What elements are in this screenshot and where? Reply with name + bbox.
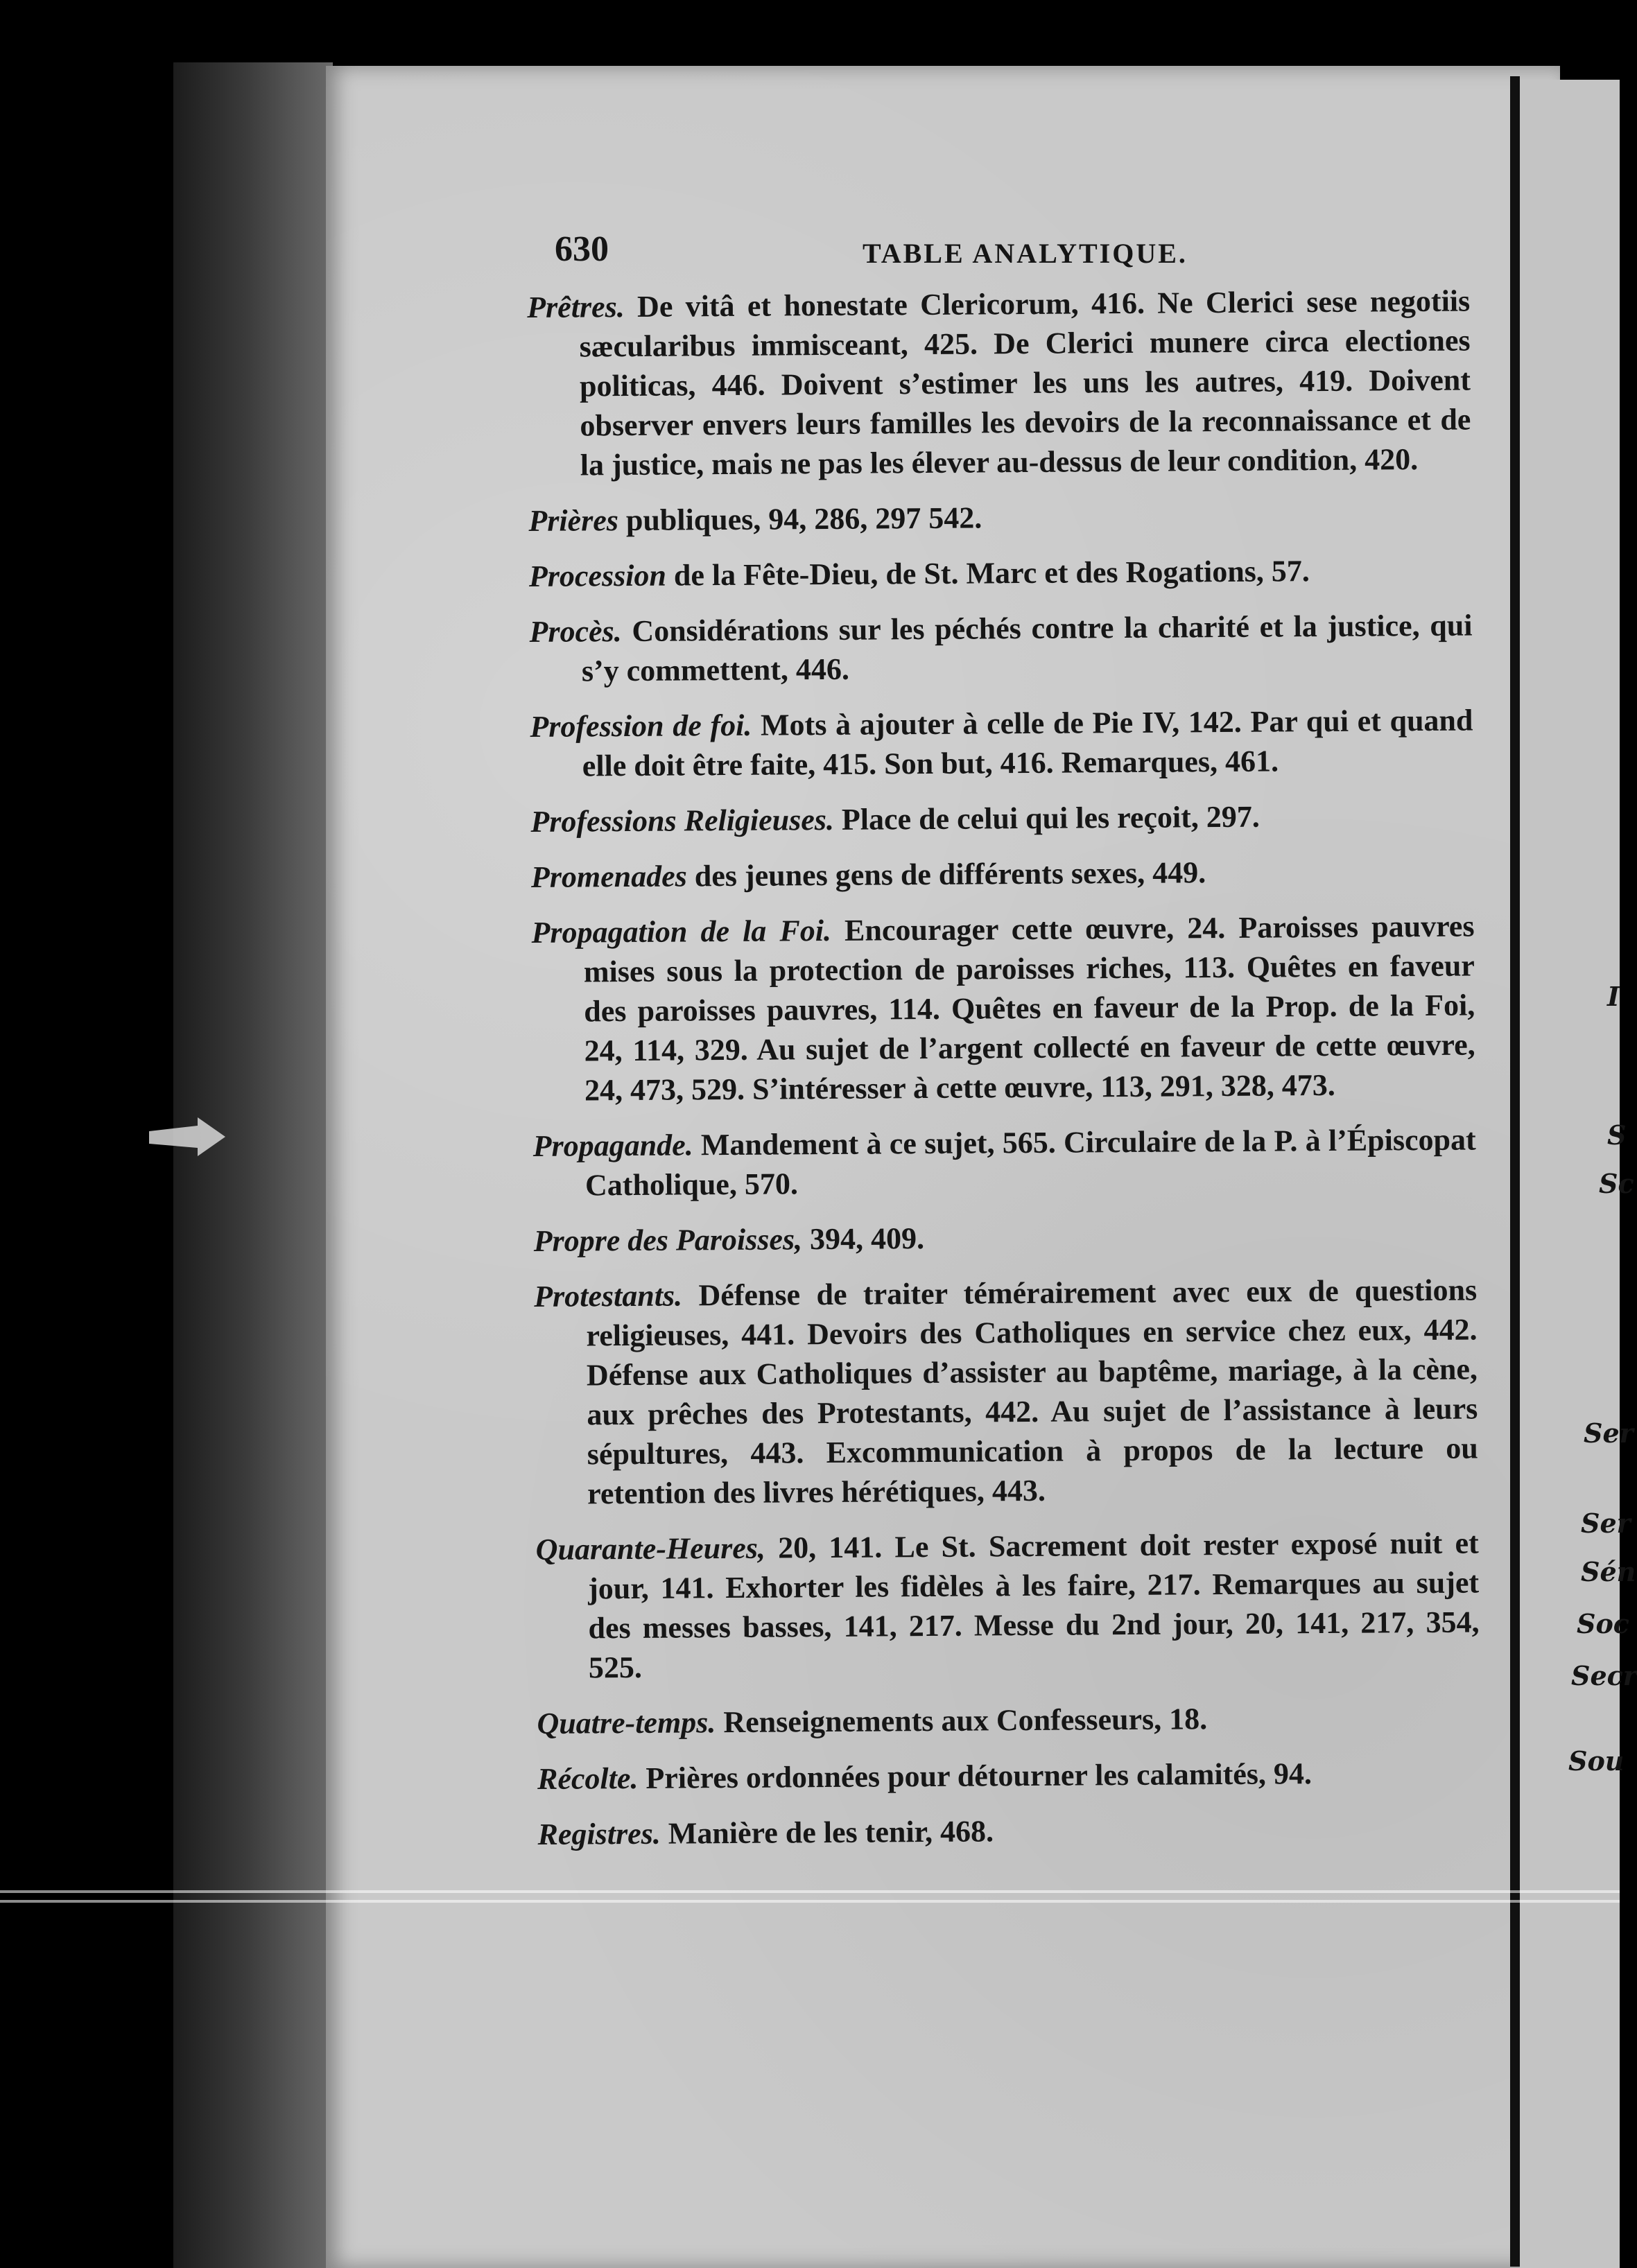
index-entry: [537, 1808, 1480, 1853]
entry-term: Propre des Paroisses,: [533, 1222, 803, 1258]
entry-term: Promenades: [530, 859, 687, 894]
entry-text: Place de celui qui les reçoit, 297.: [841, 799, 1260, 837]
entry-text: Renseignements aux Confesseurs, 18.: [723, 1702, 1208, 1740]
entry-term: Profession de foi.: [530, 708, 752, 744]
adjacent-page-fragment: Secr: [1571, 1660, 1637, 1691]
entry-text: Mandement à ce sujet, 565. Circulaire de la P. à l’Épiscopat Catholique, 570.: [584, 1122, 1476, 1203]
index-entries: [527, 281, 1481, 1870]
index-entry: [537, 1752, 1480, 1798]
adjacent-page-fragment: S: [1607, 1119, 1627, 1151]
entry-text: Mots à ajouter à celle de Pie IV, 142. Par qui et quand elle doit être faite, 415. Son but, 416. Remarques, 461.: [582, 703, 1473, 783]
entry-term: Quatre-temps.: [537, 1705, 716, 1741]
index-entry: [536, 1523, 1480, 1687]
scan-artifact-line: [0, 1890, 1620, 1893]
page-number: 630: [555, 229, 609, 269]
index-entry: [529, 550, 1472, 595]
entry-text: publiques, 94, 286, 297 542.: [625, 500, 982, 538]
entry-term: Registres.: [537, 1816, 661, 1851]
entry-text: Considérations sur les péchés contre la charité et la justice, qui s’y commettent, 446.: [581, 608, 1473, 688]
entry-term: Procession: [528, 558, 667, 593]
entry-text: Manière de les tenir, 468.: [668, 1814, 994, 1851]
entry-term: Protestants.: [533, 1278, 683, 1314]
entry-term: Quarante-Heures,: [535, 1530, 766, 1567]
entry-text: 394, 409.: [809, 1221, 925, 1257]
adjacent-page-fragment: Sén: [1581, 1556, 1636, 1587]
index-entry: [530, 795, 1473, 841]
entry-text: Prières ordonnées pour détourner les calamités, 94.: [646, 1756, 1313, 1795]
index-entry: [527, 281, 1471, 485]
index-entry: [531, 906, 1475, 1110]
entry-term: Prêtres.: [527, 290, 625, 324]
binding-mark-icon: [149, 1116, 225, 1158]
entry-text: Défense de traiter témérairement avec eux de questions religieuses, 441. Devoirs des Catholiques en service chez eux, 442. Défense aux Catholiques d’assister au baptême, mariage, à la cène, aux prêches des Protestants, 442. Au sujet de l’assistance à leurs sépultures, 443. Excommunication à propos de la lecture ou retention des livres hérétiques, 443.: [586, 1273, 1478, 1511]
page-gutter-shadow: [1510, 76, 1520, 2267]
index-entry: [532, 1119, 1476, 1205]
index-entry: [531, 850, 1474, 896]
entry-term: Propagande.: [532, 1128, 693, 1163]
adjacent-page-fragment: Sc: [1599, 1168, 1634, 1199]
adjacent-page-fragment: I: [1607, 981, 1620, 1012]
adjacent-page-fragment: Sou: [1568, 1745, 1625, 1777]
scan-artifact-line: [0, 1900, 1620, 1903]
index-entry: [533, 1214, 1476, 1260]
index-entry: [537, 1697, 1480, 1743]
entry-term: Propagation de la Foi.: [531, 913, 832, 950]
entry-text: des jeunes gens de différents sexes, 449.: [694, 855, 1206, 893]
adjacent-page-fragment: Ser: [1581, 1508, 1631, 1539]
index-entry: [528, 494, 1471, 540]
adjacent-page-fragment: Ser: [1584, 1418, 1634, 1449]
running-header: [555, 229, 1456, 277]
entry-text: De vitâ et honestate Clericorum, 416. Ne Clerici sese negotiis sæcularibus immisceant, 425. De Clerici munere circa electiones politicas, 446. Doivent s’estimer les uns les autres, 419. Doivent observer envers leurs familles les devoirs de la reconnaissance et de la justice, mais ne pas les élever au-dessus de leur condition, 420.: [579, 284, 1471, 482]
entry-term: Récolte.: [537, 1761, 639, 1796]
running-title: TABLE ANALYTIQUE.: [863, 238, 1188, 269]
entry-text: Encourager cette œuvre, 24. Paroisses pauvres mises sous la protection de paroisses riches, 113. Quêtes en faveur des paroisses pauvres, 114. Quêtes en faveur de la Prop. de la Foi, 24, 114, 329. Au sujet de l’argent collecté en faveur de cette œuvre, 24, 473, 529. S’intéresser à cette œuvre, 113, 291, 328, 473.: [583, 909, 1475, 1108]
entry-term: Prières: [528, 503, 619, 538]
entry-text: 20, 141. Le St. Sacrement doit rester exposé nuit et jour, 141. Exhorter les fidèles à les faire, 217. Remarques au sujet des messes basses, 141, 217. Messe du 2nd jour, 20, 141, 217, 354, 525.: [587, 1526, 1480, 1685]
index-entry: [530, 700, 1473, 785]
adjacent-page-fragment: Soc: [1577, 1608, 1629, 1639]
book-binding-edge: [173, 62, 333, 2268]
entry-term: Professions Religieuses.: [530, 802, 835, 839]
index-entry: [529, 605, 1473, 690]
entry-text: de la Fête-Dieu, de St. Marc et des Rogations, 57.: [673, 554, 1310, 593]
index-entry: [534, 1270, 1478, 1513]
entry-term: Procès.: [529, 614, 622, 649]
